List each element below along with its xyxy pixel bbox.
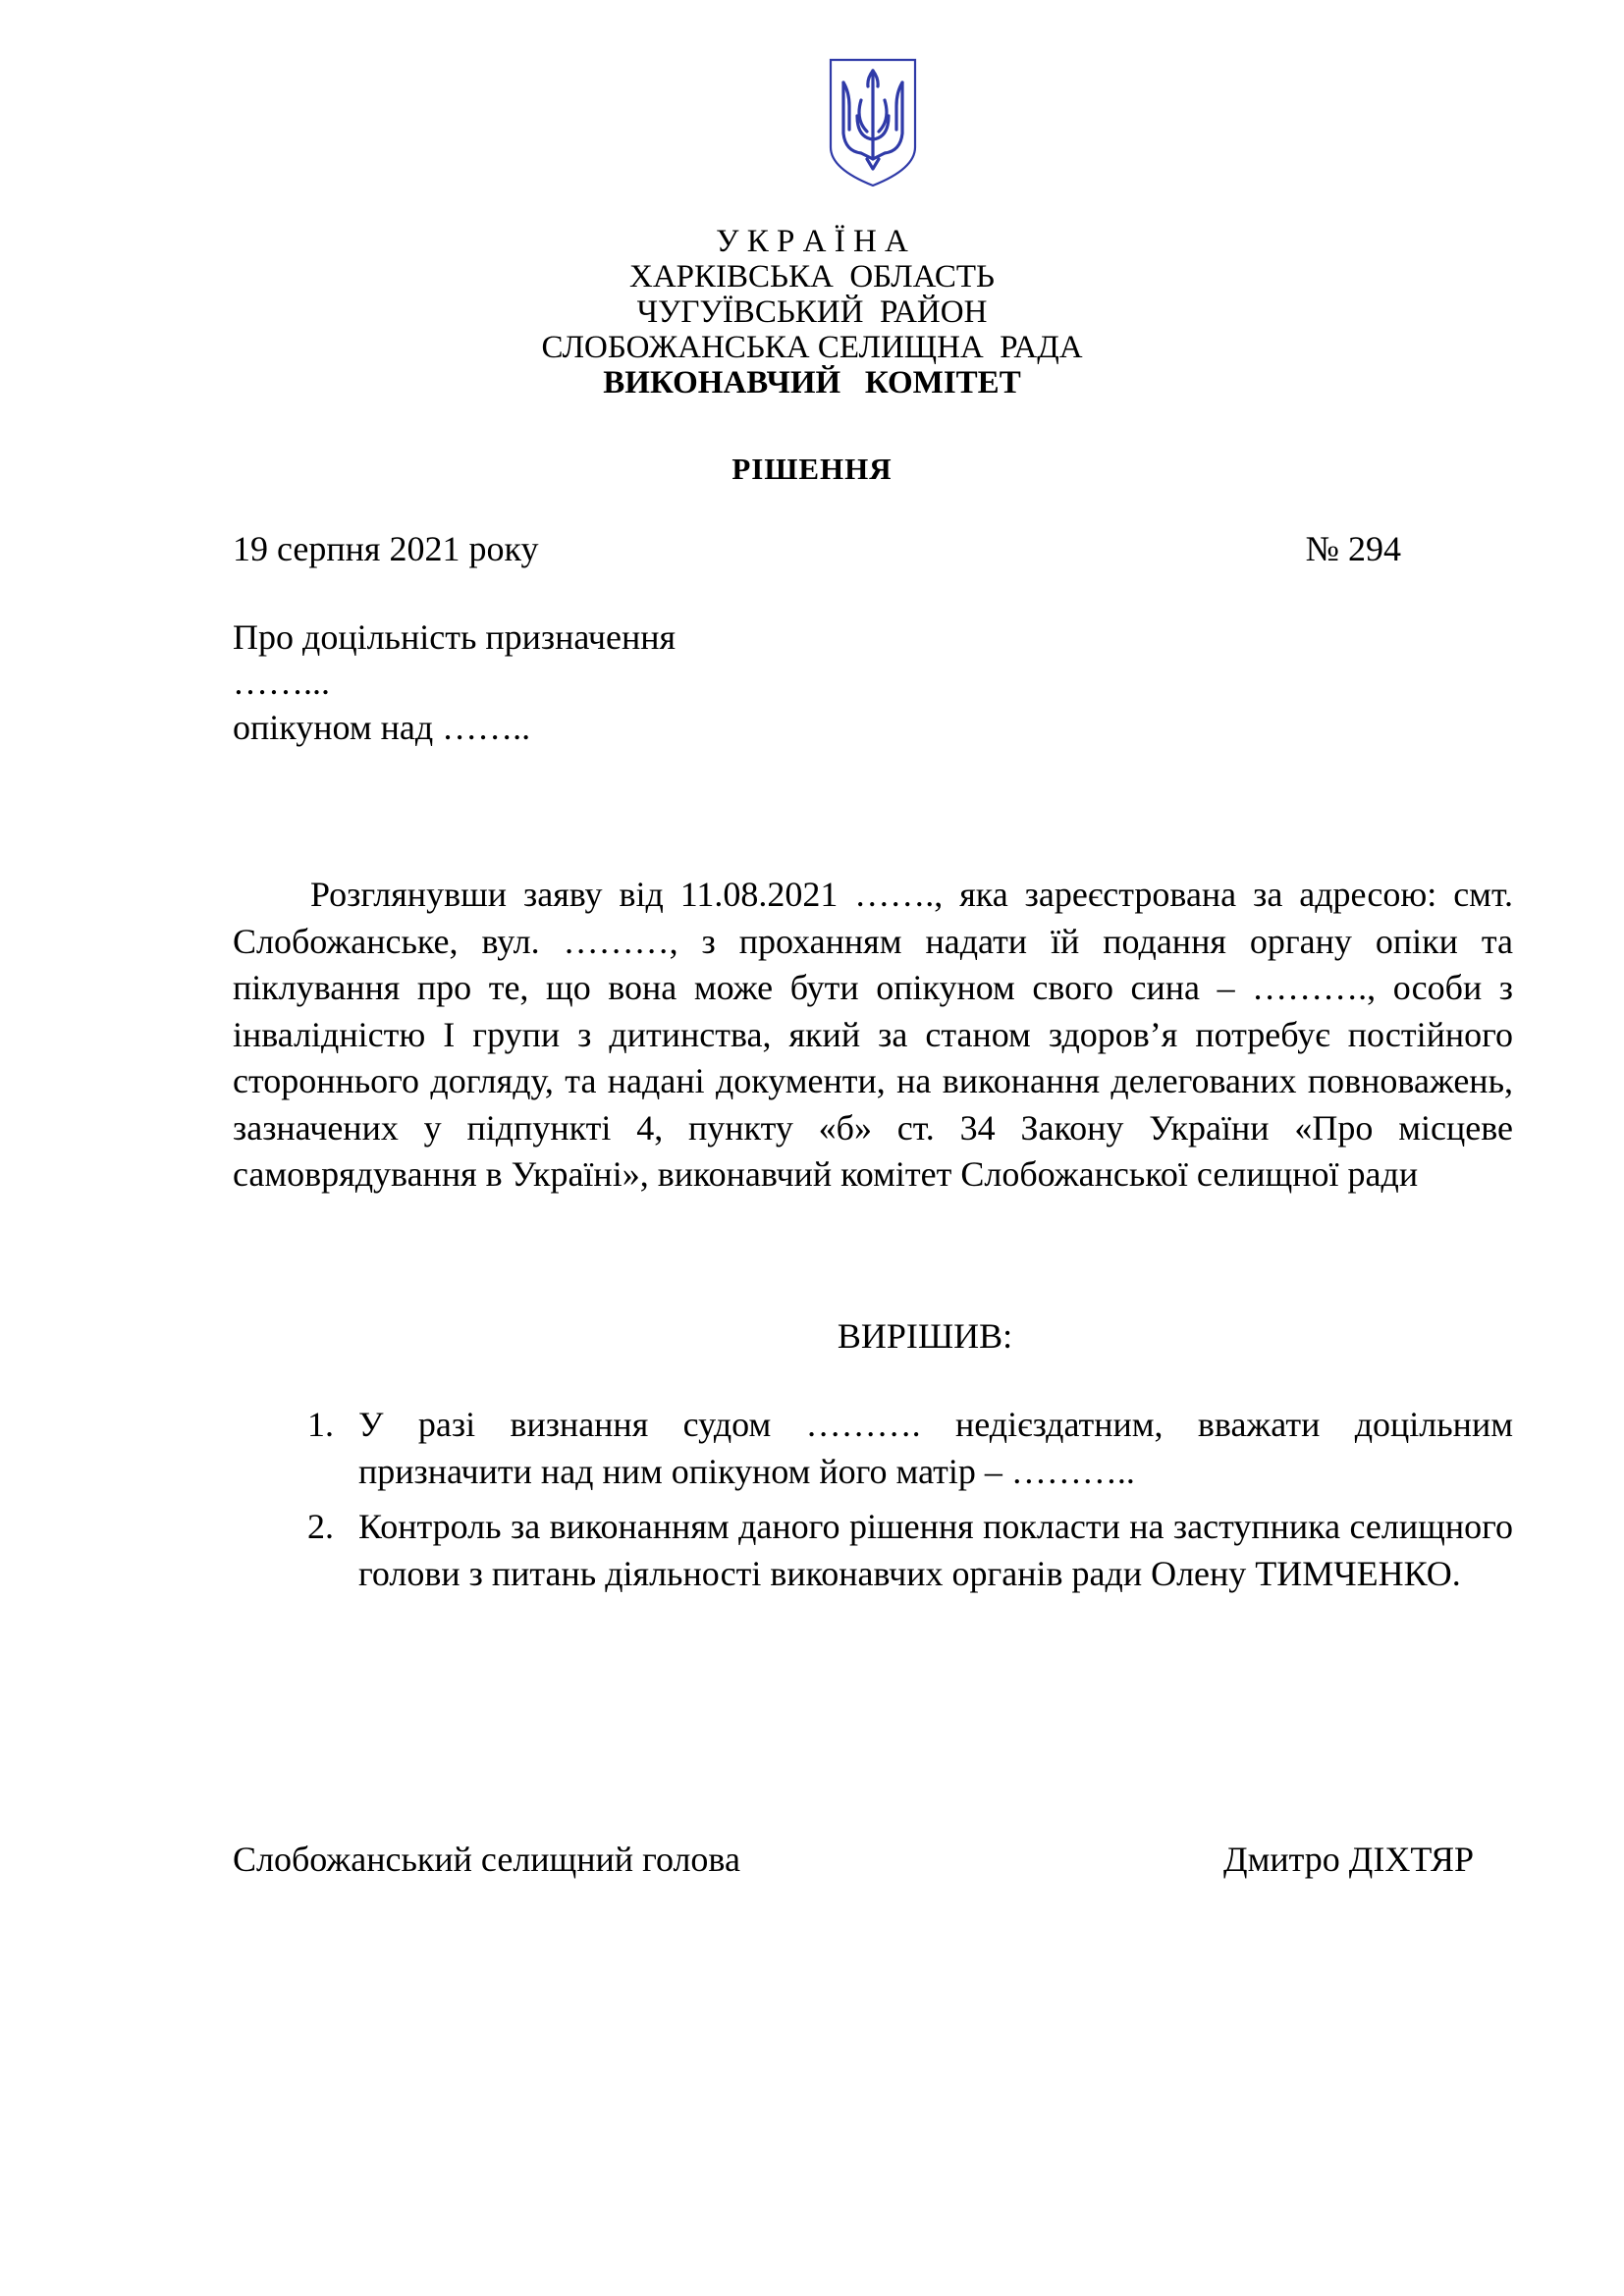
item-number: 1. (307, 1405, 334, 1444)
document-header (0, 224, 1624, 400)
signatory-position: Слобожанський селищний голова (233, 1840, 740, 1879)
decision-number: № 294 (1305, 529, 1401, 568)
decision-subject (233, 614, 676, 750)
date-number-row (233, 528, 1401, 569)
trident-emblem-icon (828, 57, 918, 188)
subject-line-1: Про доцільність призначення (233, 617, 677, 657)
subject-line-3: опікуном над …….. (233, 708, 531, 747)
committee-name: ВИКОНАВЧИЙ КОМІТЕТ (603, 365, 1021, 400)
decision-item (299, 1504, 1513, 1597)
country-name: У К Р А Ї Н А (716, 224, 908, 259)
raion-name: ЧУГУЇВСЬКИЙ РАЙОН (636, 294, 988, 330)
document-type-title: РІШЕННЯ (731, 452, 893, 486)
decision-item (299, 1402, 1513, 1495)
signatory-name: Дмитро ДІХТЯР (1223, 1840, 1474, 1879)
item-text: Контроль за виконанням даного рішення покласти на заступника селищного голови з питань діяльності виконавчих органів ради Олену ТИМЧЕНКО. (358, 1507, 1513, 1593)
item-text: У разі визнання судом ………. недієздатним, вважати доцільним призначити над ним опікуном його матір – ……….. (358, 1405, 1513, 1491)
decided-heading: ВИРІШИВ: (837, 1316, 1013, 1356)
decision-items-list (299, 1402, 1513, 1606)
signature-block (233, 1839, 1474, 1880)
item-number: 2. (307, 1507, 334, 1546)
decision-date: 19 серпня 2021 року (233, 529, 539, 568)
preamble-paragraph: Розглянувши заяву від 11.08.2021 ……., яка зареєстрована за адресою: смт. Слобожанське, вул. ………, з проханням надати їй подання органу опіки та піклування про те, що вона може бути опікуном свого сина – ………., особи з інвалідністю І групи з дитинства, який за станом здоров’я потребує постійного стороннього догляду, та надані документи, на виконання делегованих повноважень, зазначених у підпункті 4, пункту «б» ст. 34 Закону України «Про місцеве самоврядування в Україні», виконавчий комітет Слобожанської селищної ради (233, 875, 1513, 1194)
council-name: СЛОБОЖАНСЬКА СЕЛИЩНА РАДА (541, 330, 1083, 365)
subject-line-2: ……... (233, 663, 330, 702)
oblast-name: ХАРКІВСЬКА ОБЛАСТЬ (629, 259, 995, 294)
